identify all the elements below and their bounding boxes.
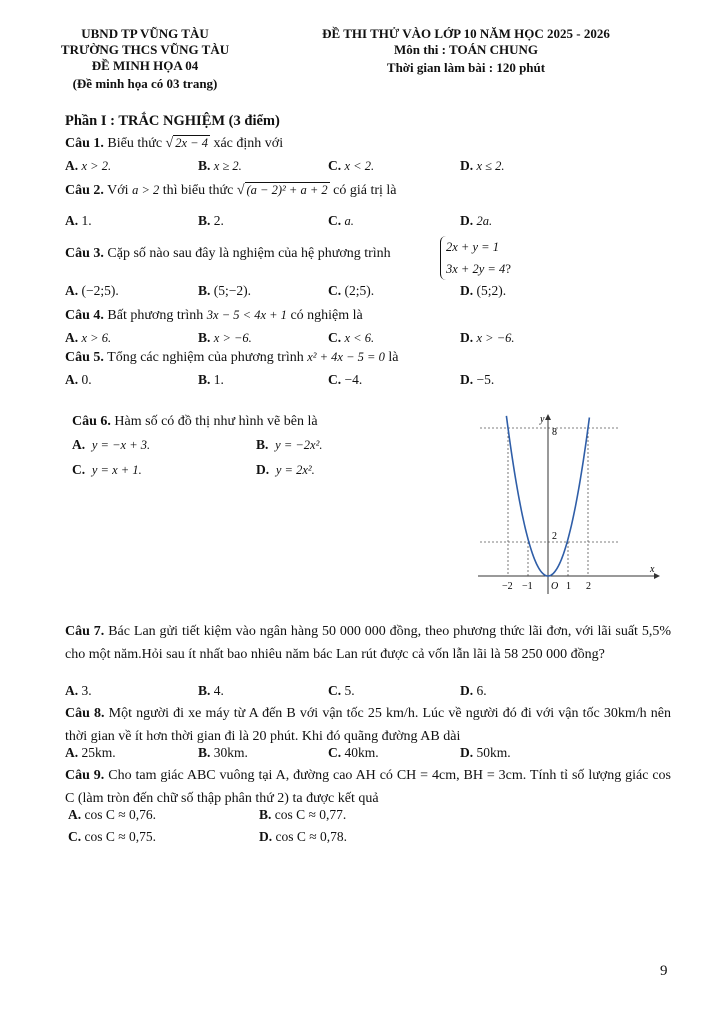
q7-option-b[interactable]: B. 4. <box>198 683 224 698</box>
question-expression: x² + 4x − 5 = 0 <box>307 350 385 364</box>
q1-option-b[interactable]: B. x ≥ 2. <box>198 158 242 173</box>
q1-option-c[interactable]: C. x < 2. <box>328 158 375 173</box>
question-text: Biểu thức <box>107 136 163 151</box>
question-7 <box>65 620 671 666</box>
question-label: Câu 8. <box>65 706 105 721</box>
q6-option-a[interactable]: A. y = −x + 3. <box>72 437 151 452</box>
q1-option-d[interactable]: D. x ≤ 2. <box>460 158 505 173</box>
header-left-line-3: ĐỀ MINH HỌA 04 <box>91 58 199 73</box>
question-3 <box>65 246 391 262</box>
origin-label: O <box>551 581 559 592</box>
question-text: Với <box>107 183 129 198</box>
equation-1: 2x + y = 1 <box>446 240 499 254</box>
header-right-line-2: Môn thi : TOÁN CHUNG <box>394 42 538 57</box>
question-text: Bất phương trình <box>107 308 204 323</box>
q5-option-d[interactable]: D. −5. <box>460 372 495 387</box>
q2-option-d[interactable]: D. 2a. <box>460 213 493 228</box>
x-axis-arrow <box>654 573 660 579</box>
header-left-line-4: (Đề minh họa có 03 trang) <box>72 76 218 91</box>
q5-option-a[interactable]: A. 0. <box>65 372 92 387</box>
question-label: Câu 5. <box>65 350 104 365</box>
header-left-line-1: UBND TP VŨNG TÀU <box>81 26 209 41</box>
question-suffix: có nghiệm là <box>290 308 363 323</box>
question-text: Cho tam giác ABC vuông tại A, đường cao AH có CH = 4cm, BH = 3cm. Tính tỉ số lượng giác cos C (làm tròn đến chữ số thập phân thứ 2) ta được kết quả <box>65 768 672 806</box>
q4-option-c[interactable]: C. x < 6. <box>328 330 375 345</box>
question-label: Câu 2. <box>65 183 104 198</box>
q9-option-a[interactable]: A. cos C ≈ 0,76. <box>68 807 157 822</box>
q8-option-b[interactable]: B. 30km. <box>198 745 248 760</box>
q5-option-b[interactable]: B. 1. <box>198 372 224 387</box>
q7-option-d[interactable]: D. 6. <box>460 683 487 698</box>
q4-option-b[interactable]: B. x > −6. <box>198 330 252 345</box>
q5-option-c[interactable]: C. −4. <box>328 372 363 387</box>
q3-option-c[interactable]: C. (2;5). <box>328 283 375 298</box>
question-text: Cặp số nào sau đây là nghiệm của hệ phương trình <box>107 246 391 261</box>
parabola-graph <box>470 408 670 600</box>
q9-option-d[interactable]: D. cos C ≈ 0,78. <box>259 829 348 844</box>
q1-option-a[interactable]: A. x > 2. <box>65 158 112 173</box>
question-text: Tổng các nghiệm của phương trình <box>107 350 304 365</box>
question-label: Câu 3. <box>65 246 104 261</box>
equation-system <box>440 236 511 280</box>
question-label: Câu 7. <box>65 624 105 639</box>
question-expression: 2x − 4 <box>175 136 208 150</box>
y-axis-arrow <box>545 414 551 420</box>
question-1: Câu 1. Biểu thức √ 2x − 4 xác định với <box>65 136 284 151</box>
question-text: Một người đi xe máy từ A đến B với vận tốc 25 km/h. Lúc về người đó đi với vận tốc 30km/h nên thời gian về ít hơn thời gian đi là 20 phút. Khi đó quãng đường AB dài <box>65 706 671 744</box>
q4-option-d[interactable]: D. x > −6. <box>460 330 515 345</box>
x-tick-1: 1 <box>566 581 571 592</box>
q2-option-a[interactable]: A. 1. <box>65 213 92 228</box>
q6-option-c[interactable]: C. y = x + 1. <box>72 462 142 477</box>
question-expression: 3x − 5 < 4x + 1 <box>206 308 287 322</box>
question-expression: (a − 2)² + a + 2 <box>246 183 328 197</box>
x-axis-label: x <box>650 564 655 575</box>
q6-option-b[interactable]: B. y = −2x². <box>256 437 323 452</box>
q9-option-c[interactable]: C. cos C ≈ 0,75. <box>68 829 157 844</box>
question-4 <box>65 308 363 324</box>
x-tick-neg1: −1 <box>522 581 533 592</box>
q8-option-c[interactable]: C. 40km. <box>328 745 379 760</box>
q7-option-a[interactable]: A. 3. <box>65 683 92 698</box>
question-text: Hàm số có đồ thị như hình vẽ bên là <box>114 414 318 429</box>
equation-2: 3x + 2y = 4 <box>446 262 506 276</box>
question-label: Câu 4. <box>65 308 104 323</box>
q2-option-c[interactable]: C. a. <box>328 213 354 228</box>
q8-option-a[interactable]: A. 25km. <box>65 745 116 760</box>
question-9 <box>65 764 671 810</box>
graph-guides <box>480 428 620 576</box>
question-suffix: xác định với <box>213 136 284 151</box>
question-label: Câu 1. <box>65 136 104 151</box>
y-tick-8: 8 <box>552 427 557 438</box>
header-right-line-1: ĐỀ THI THỬ VÀO LỚP 10 NĂM HỌC 2025 - 2026 <box>322 26 610 41</box>
q3-option-d[interactable]: D. (5;2). <box>460 283 507 298</box>
section-title: Phần I : TRẮC NGHIỆM (3 điểm) <box>65 113 280 129</box>
x-tick-neg2: −2 <box>502 581 513 592</box>
q3-option-a[interactable]: A. (−2;5). <box>65 283 119 298</box>
question-5 <box>65 350 398 366</box>
y-axis-label: y <box>540 414 545 425</box>
q6-option-d[interactable]: D. y = 2x². <box>256 462 315 477</box>
q2-option-b[interactable]: B. 2. <box>198 213 224 228</box>
y-tick-2: 2 <box>552 531 557 542</box>
question-6 <box>72 414 318 430</box>
q7-option-c[interactable]: C. 5. <box>328 683 355 698</box>
question-label: Câu 6. <box>72 414 111 429</box>
q9-option-b[interactable]: B. cos C ≈ 0,77. <box>259 807 347 822</box>
question-suffix: là <box>388 350 399 365</box>
question-suffix: ? <box>505 261 511 276</box>
q3-option-b[interactable]: B. (5;−2). <box>198 283 251 298</box>
question-text-2: thì biểu thức <box>162 183 234 198</box>
header-left-line-2: TRƯỜNG THCS VŨNG TÀU <box>60 42 230 57</box>
question-label: Câu 9. <box>65 768 105 783</box>
question-condition: a > 2 <box>132 183 160 197</box>
question-8 <box>65 702 671 748</box>
question-2: Câu 2. Với a > 2 thì biểu thức √ (a − 2)² + a + 2 có giá trị là <box>65 183 397 198</box>
x-tick-2: 2 <box>586 581 591 592</box>
question-suffix: có giá trị là <box>333 183 397 198</box>
q8-option-d[interactable]: D. 50km. <box>460 745 511 760</box>
header-right-line-3: Thời gian làm bài : 120 phút <box>386 60 546 75</box>
question-text: Bác Lan gửi tiết kiệm vào ngân hàng 50 000 000 đồng, theo phương thức lãi đơn, với lãi suất 5,5% cho một năm.Hỏi sau ít nhất bao nhiêu năm bác Lan rút được cả vốn lẫn lãi là 58 250 000 đồng? <box>65 624 671 662</box>
page-number: 9 <box>660 963 668 979</box>
q4-option-a[interactable]: A. x > 6. <box>65 330 112 345</box>
